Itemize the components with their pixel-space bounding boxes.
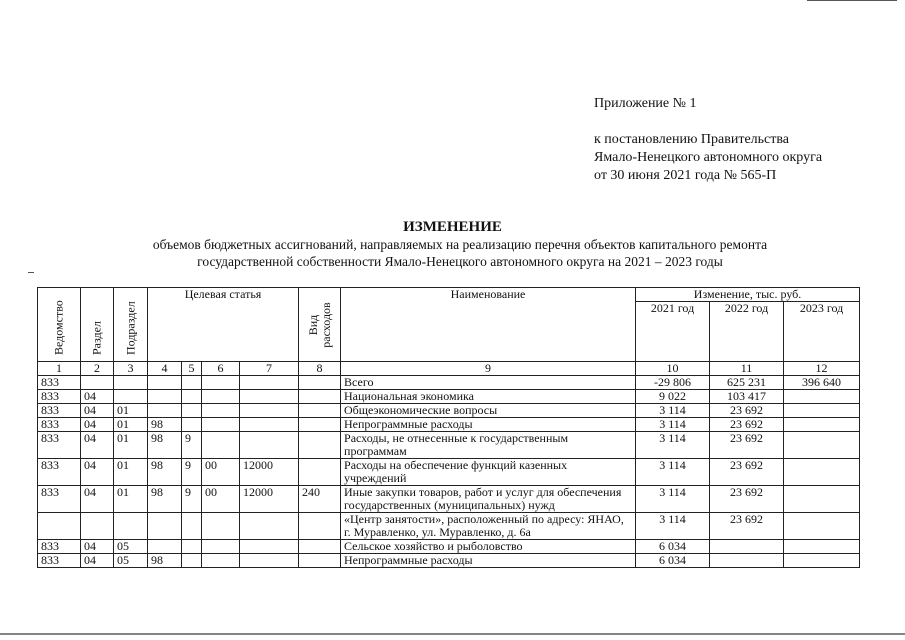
cell-naimenovanie: Сельское хозяйство и рыболовство xyxy=(341,540,636,554)
cell-vid xyxy=(299,432,341,459)
cell-vedomstvo: 833 xyxy=(38,404,81,418)
cell-ts-4 xyxy=(240,390,299,404)
cell-2022: 23 692 xyxy=(710,418,784,432)
col-num: 11 xyxy=(710,362,784,376)
table-row xyxy=(38,554,860,568)
cell-razdel: 04 xyxy=(81,554,114,568)
cell-2023: 396 640 xyxy=(784,376,860,390)
subtitle-line-2: государственной собственности Ямало-Ненецкого автономного округа на 2021 – 2023 годы xyxy=(197,254,723,269)
budget-table xyxy=(37,287,860,568)
cell-vid xyxy=(299,404,341,418)
bottom-edge-rule xyxy=(0,633,905,635)
cell-2023 xyxy=(784,418,860,432)
header-izmenenie: Изменение, тыс. руб. xyxy=(636,288,860,302)
header-row-1 xyxy=(38,288,860,302)
cell-2021: 6 034 xyxy=(636,540,710,554)
cell-ts-4 xyxy=(240,432,299,459)
cell-2021: 3 114 xyxy=(636,418,710,432)
table-row xyxy=(38,404,860,418)
cell-ts-2 xyxy=(182,376,202,390)
cell-2022: 23 692 xyxy=(710,459,784,486)
header-2023: 2023 год xyxy=(784,302,860,362)
cell-ts-2 xyxy=(182,390,202,404)
col-num: 12 xyxy=(784,362,860,376)
cell-razdel xyxy=(81,376,114,390)
cell-vedomstvo: 833 xyxy=(38,540,81,554)
cell-razdel: 04 xyxy=(81,540,114,554)
cell-2021: 3 114 xyxy=(636,432,710,459)
cell-vedomstvo: 833 xyxy=(38,376,81,390)
cell-vedomstvo: 833 xyxy=(38,390,81,404)
cell-2021: 3 114 xyxy=(636,486,710,513)
table-row xyxy=(38,432,860,459)
cell-2021: 9 022 xyxy=(636,390,710,404)
header-vedomstvo: Ведомство xyxy=(38,288,81,362)
table-row xyxy=(38,540,860,554)
cell-2022 xyxy=(710,554,784,568)
cell-ts-2: 9 xyxy=(182,486,202,513)
cell-podrazdel xyxy=(114,376,148,390)
cell-vid: 240 xyxy=(299,486,341,513)
cell-ts-3 xyxy=(202,513,240,540)
cell-ts-3 xyxy=(202,432,240,459)
cell-ts-1: 98 xyxy=(148,554,182,568)
cell-ts-4 xyxy=(240,418,299,432)
cell-2023 xyxy=(784,390,860,404)
cell-ts-4: 12000 xyxy=(240,486,299,513)
table-row xyxy=(38,376,860,390)
cell-vedomstvo: 833 xyxy=(38,554,81,568)
cell-ts-2 xyxy=(182,404,202,418)
cell-ts-1: 98 xyxy=(148,459,182,486)
appendix-number: Приложение № 1 xyxy=(594,96,697,111)
col-num: 1 xyxy=(38,362,81,376)
table-row xyxy=(38,418,860,432)
top-edge-rule xyxy=(807,0,897,1)
column-number-row xyxy=(38,362,860,376)
cell-ts-1 xyxy=(148,540,182,554)
cell-podrazdel: 05 xyxy=(114,554,148,568)
col-num: 3 xyxy=(114,362,148,376)
cell-vid xyxy=(299,459,341,486)
appendix-region-line: Ямало-Ненецкого автономного округа xyxy=(594,150,823,165)
table-row xyxy=(38,513,860,540)
col-num: 4 xyxy=(148,362,182,376)
cell-ts-2 xyxy=(182,540,202,554)
cell-2023 xyxy=(784,432,860,459)
cell-2023 xyxy=(784,459,860,486)
cell-razdel: 04 xyxy=(81,390,114,404)
cell-2023 xyxy=(784,486,860,513)
cell-vedomstvo: 833 xyxy=(38,418,81,432)
header-razdel: Раздел xyxy=(81,288,114,362)
cell-naimenovanie: Национальная экономика xyxy=(341,390,636,404)
cell-2023 xyxy=(784,404,860,418)
cell-2022 xyxy=(710,540,784,554)
cell-razdel: 04 xyxy=(81,432,114,459)
cell-2022: 23 692 xyxy=(710,404,784,418)
cell-2022: 23 692 xyxy=(710,432,784,459)
cell-vedomstvo xyxy=(38,513,81,540)
cell-ts-3 xyxy=(202,418,240,432)
cell-podrazdel: 01 xyxy=(114,404,148,418)
cell-ts-3 xyxy=(202,376,240,390)
cell-podrazdel: 01 xyxy=(114,418,148,432)
cell-2023 xyxy=(784,540,860,554)
cell-ts-4 xyxy=(240,513,299,540)
cell-podrazdel: 01 xyxy=(114,459,148,486)
cell-naimenovanie: Непрограммные расходы xyxy=(341,554,636,568)
col-num: 5 xyxy=(182,362,202,376)
header-2022: 2022 год xyxy=(710,302,784,362)
col-num: 2 xyxy=(81,362,114,376)
header-vid-raskhodov: Вид расходов xyxy=(299,288,341,362)
cell-ts-2: 9 xyxy=(182,432,202,459)
header-naimenovanie: Наименование xyxy=(341,288,636,362)
cell-ts-3 xyxy=(202,390,240,404)
cell-ts-3: 00 xyxy=(202,459,240,486)
cell-razdel xyxy=(81,513,114,540)
col-num: 7 xyxy=(240,362,299,376)
cell-naimenovanie: Непрограммные расходы xyxy=(341,418,636,432)
appendix-block xyxy=(594,95,822,185)
cell-vid xyxy=(299,513,341,540)
cell-2021: 3 114 xyxy=(636,404,710,418)
cell-naimenovanie: Расходы на обеспечение функций казенных учреждений xyxy=(341,459,636,486)
document-title: ИЗМЕНЕНИЕ xyxy=(403,219,502,235)
cell-ts-3 xyxy=(202,540,240,554)
margin-tick xyxy=(28,272,34,273)
cell-2021: 6 034 xyxy=(636,554,710,568)
cell-vedomstvo: 833 xyxy=(38,459,81,486)
cell-vedomstvo: 833 xyxy=(38,486,81,513)
cell-naimenovanie: Расходы, не отнесенные к государственным программам xyxy=(341,432,636,459)
subtitle-line-1: объемов бюджетных ассигнований, направляемых на реализацию перечня объектов капитального ремонта xyxy=(152,237,768,252)
cell-ts-2: 9 xyxy=(182,459,202,486)
cell-vedomstvo: 833 xyxy=(38,432,81,459)
cell-2022: 103 417 xyxy=(710,390,784,404)
cell-podrazdel: 05 xyxy=(114,540,148,554)
cell-ts-3: 00 xyxy=(202,486,240,513)
cell-naimenovanie: Всего xyxy=(341,376,636,390)
cell-podrazdel: 01 xyxy=(114,432,148,459)
cell-razdel: 04 xyxy=(81,486,114,513)
cell-vid xyxy=(299,554,341,568)
cell-ts-1 xyxy=(148,404,182,418)
cell-2022: 23 692 xyxy=(710,513,784,540)
cell-2023 xyxy=(784,513,860,540)
cell-ts-4: 12000 xyxy=(240,459,299,486)
cell-ts-1 xyxy=(148,390,182,404)
cell-podrazdel: 01 xyxy=(114,486,148,513)
cell-ts-4 xyxy=(240,376,299,390)
cell-ts-4 xyxy=(240,554,299,568)
header-podrazdel: Подраздел xyxy=(114,288,148,362)
cell-2021: 3 114 xyxy=(636,459,710,486)
cell-razdel: 04 xyxy=(81,418,114,432)
cell-2021: -29 806 xyxy=(636,376,710,390)
appendix-date-line: от 30 июня 2021 года № 565-П xyxy=(594,168,777,183)
cell-2022: 23 692 xyxy=(710,486,784,513)
col-num: 8 xyxy=(299,362,341,376)
cell-2023 xyxy=(784,554,860,568)
cell-vid xyxy=(299,390,341,404)
cell-2022: 625 231 xyxy=(710,376,784,390)
cell-ts-1 xyxy=(148,376,182,390)
table-row xyxy=(38,459,860,486)
cell-ts-4 xyxy=(240,404,299,418)
cell-vid xyxy=(299,418,341,432)
cell-vid xyxy=(299,376,341,390)
cell-ts-1: 98 xyxy=(148,486,182,513)
cell-podrazdel xyxy=(114,390,148,404)
header-tselevaya-statya: Целевая статья xyxy=(148,288,299,362)
cell-podrazdel xyxy=(114,513,148,540)
cell-vid xyxy=(299,540,341,554)
cell-ts-3 xyxy=(202,404,240,418)
appendix-resolution-line: к постановлению Правительства xyxy=(594,132,790,147)
cell-ts-2 xyxy=(182,513,202,540)
header-2021: 2021 год xyxy=(636,302,710,362)
cell-naimenovanie: «Центр занятости», расположенный по адресу: ЯНАО, г. Муравленко, ул. Муравленко, д. 6а xyxy=(341,513,636,540)
cell-razdel: 04 xyxy=(81,404,114,418)
table-row xyxy=(38,486,860,513)
col-num: 6 xyxy=(202,362,240,376)
cell-ts-2 xyxy=(182,554,202,568)
cell-ts-1: 98 xyxy=(148,432,182,459)
cell-ts-4 xyxy=(240,540,299,554)
table-row xyxy=(38,390,860,404)
cell-ts-2 xyxy=(182,418,202,432)
cell-2021: 3 114 xyxy=(636,513,710,540)
cell-ts-1 xyxy=(148,513,182,540)
cell-ts-1: 98 xyxy=(148,418,182,432)
cell-naimenovanie: Общеэкономические вопросы xyxy=(341,404,636,418)
cell-ts-3 xyxy=(202,554,240,568)
document-subtitle xyxy=(60,236,860,270)
cell-naimenovanie: Иные закупки товаров, работ и услуг для обеспечения государственных (муниципальных) нужд xyxy=(341,486,636,513)
col-num: 9 xyxy=(341,362,636,376)
col-num: 10 xyxy=(636,362,710,376)
cell-razdel: 04 xyxy=(81,459,114,486)
